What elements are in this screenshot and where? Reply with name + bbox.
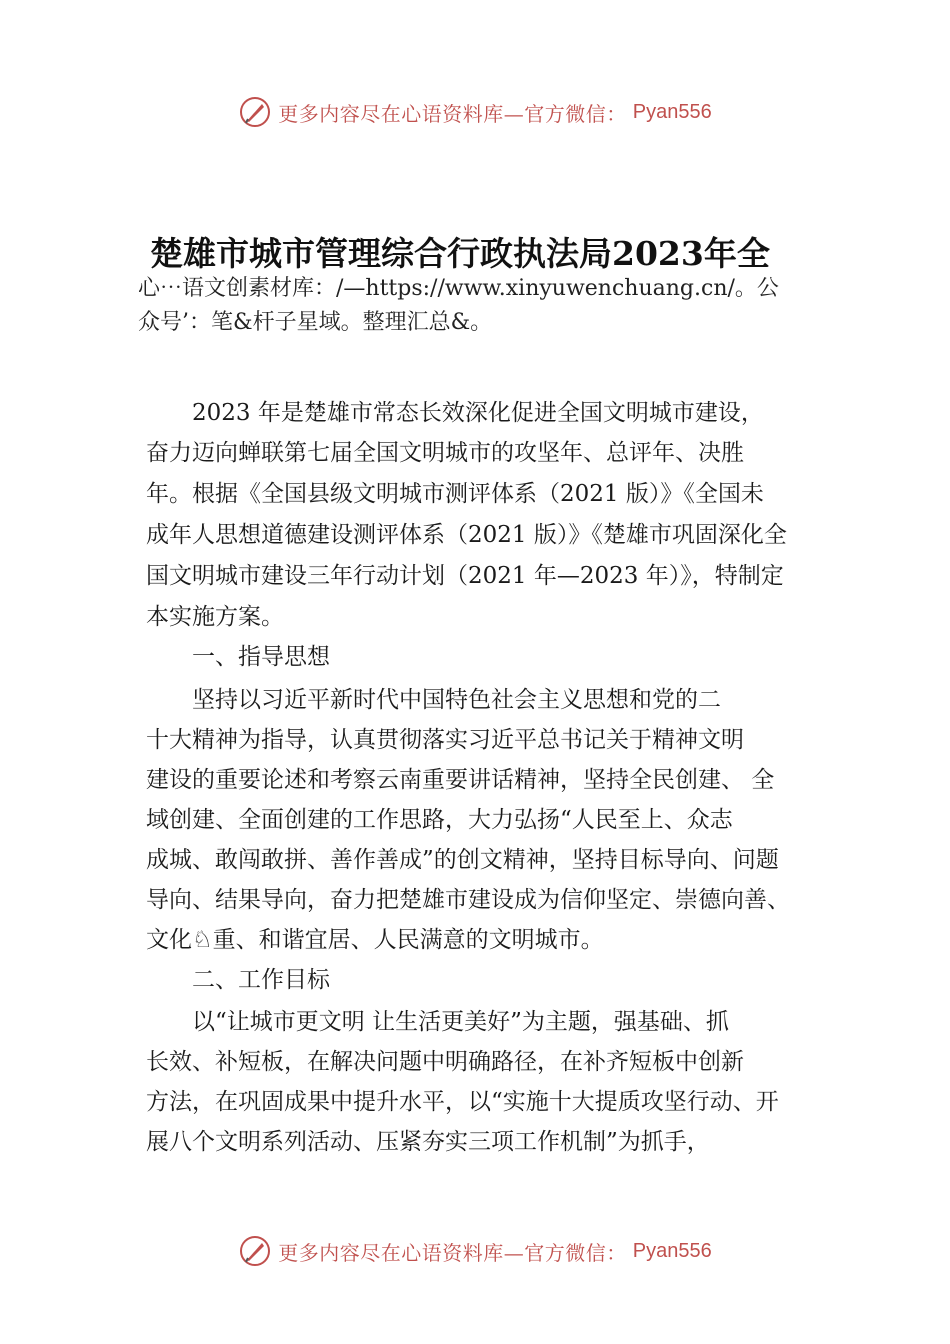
- watermark-wechat-id: Pyan556: [632, 100, 712, 123]
- source-note-line: 众号’：笔&杆子星域。整理汇总&。: [138, 310, 493, 335]
- body-line: 坚持以习近平新时代中国特色社会主义思想和党的二: [146, 687, 721, 713]
- document-title: 楚雄市城市管理综合行政执法局2023年全: [150, 234, 770, 273]
- body-line: 展八个文明系列活动、压紧夯实三项工作机制”为抓手，: [146, 1129, 710, 1155]
- header-watermark: [0, 95, 950, 135]
- body-line: 本实施方案。: [146, 604, 284, 630]
- body-line: 成年人思想道德建设测评体系（2021 版）》《楚雄市巩固深化全: [146, 522, 787, 548]
- body-line: 2023 年是楚雄市常态长效深化促进全国文明城市建设，: [146, 400, 764, 426]
- body-line: 域创建、全面创建的工作思路，大力弘扬“人民至上、众志: [146, 807, 733, 833]
- body-line: 年。根据《全国县级文明城市测评体系（2021 版）》《全国未: [146, 481, 764, 507]
- quill-pen-logo-icon: [238, 1234, 272, 1268]
- body-line: 十大精神为指导，认真贯彻落实习近平总书记关于精神文明: [146, 727, 744, 753]
- body-line: 方法，在巩固成果中提升水平，以“实施十大提质攻坚行动、开: [146, 1089, 779, 1115]
- body-line: 文化♘重、和谐宜居、人民满意的文明城市。: [146, 927, 604, 953]
- body-line: 以“让城市更文明 让生活更美好”为主题，强基础、抓: [146, 1009, 729, 1035]
- body-line: 建设的重要论述和考察云南重要讲话精神，坚持全民创建、 全: [146, 767, 775, 793]
- watermark-text: 更多内容尽在心语资料库—官方微信：: [278, 1240, 627, 1265]
- body-line: 长效、补短板，在解决问题中明确路径，在补齐短板中创新: [146, 1049, 744, 1075]
- body-line: 奋力迈向蝉联第七届全国文明城市的攻坚年、总评年、决胜: [146, 440, 744, 466]
- body-line: 国文明城市建设三年行动计划（2021 年—2023 年）》，特制定: [146, 563, 784, 589]
- body-line: 导向、结果导向，奋力把楚雄市建设成为信仰坚定、崇德向善、: [146, 887, 790, 913]
- section-heading: 一、指导思想: [146, 644, 330, 670]
- source-note-line: 心⋯语文创素材库：/—https://www.xinyuwenchuang.cn/。公: [138, 276, 779, 301]
- quill-pen-logo-icon: [238, 95, 272, 129]
- body-line: 成城、敢闯敢拼、善作善成”的创文精神，坚持目标导向、问题: [146, 847, 779, 873]
- watermark-text: 更多内容尽在心语资料库—官方微信：: [278, 101, 627, 126]
- watermark-wechat-id: Pyan556: [632, 1239, 712, 1262]
- footer-watermark: [0, 1234, 950, 1274]
- section-heading: 二、工作目标: [146, 967, 330, 993]
